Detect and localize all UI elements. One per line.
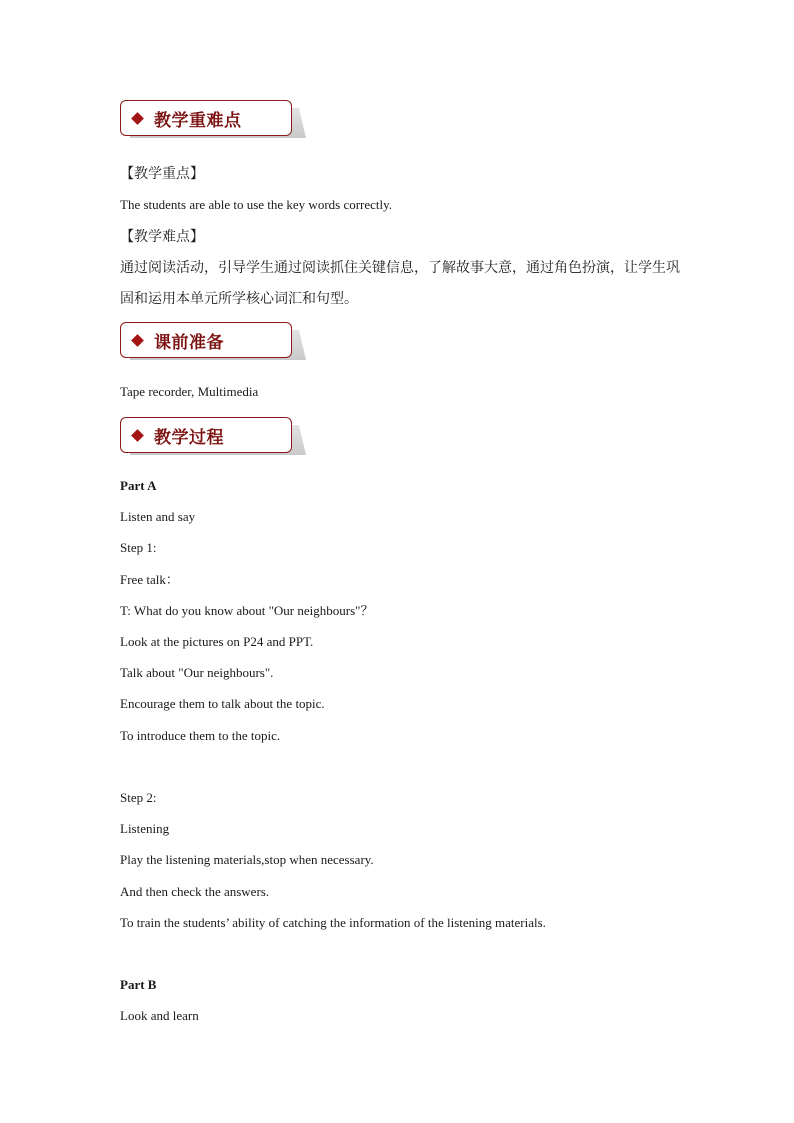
step1-line: Encourage them to talk about the topic. [120,696,325,711]
part-a-subtitle: Listen and say [120,509,196,524]
header-box [120,417,292,453]
difficulty-text-line-1: 通过阅读活动，引导学生通过阅读抓住关键信息，了解故事大意，通过角色扮演，让学生巩 [120,260,680,276]
section-header-key-points [120,100,306,144]
step2-line: To train the students’ ability of catching the information of the listening materials. [120,915,546,930]
step2-line: Listening [120,821,170,836]
difficulty-label: 【教学难点】 [120,229,204,245]
step1-line: Look at the pictures on P24 and PPT. [120,634,314,649]
part-b-title: Part B [120,977,157,992]
diamond-bullet-icon [131,429,144,442]
part-b-subtitle: Look and learn [120,1008,199,1023]
section-title: 教学过程 [154,427,224,448]
header-box [120,100,292,136]
step1-line: Free talk： [120,572,179,587]
section-title: 教学重难点 [154,110,242,131]
part-a-title: Part A [120,478,157,493]
focus-text: The students are able to use the key words correctly. [120,197,393,212]
diamond-bullet-icon [131,334,144,347]
section-title: 课前准备 [154,332,224,353]
difficulty-text-line-2: 固和运用本单元所学核心词汇和句型。 [120,291,358,307]
step1-line: T: What do you know about "Our neighbours"？ [120,603,374,618]
step1-label: Step 1: [120,540,157,555]
step2-label: Step 2: [120,790,157,805]
step2-line: And then check the answers. [120,884,270,899]
header-box [120,322,292,358]
step1-line: Talk about "Our neighbours". [120,665,274,680]
preparation-text: Tape recorder, Multimedia [120,384,259,399]
step1-line: To introduce them to the topic. [120,728,281,743]
focus-label: 【教学重点】 [120,166,204,182]
diamond-bullet-icon [131,112,144,125]
section-header-preparation [120,322,306,366]
step2-line: Play the listening materials,stop when necessary. [120,852,374,867]
section-header-process [120,417,306,461]
